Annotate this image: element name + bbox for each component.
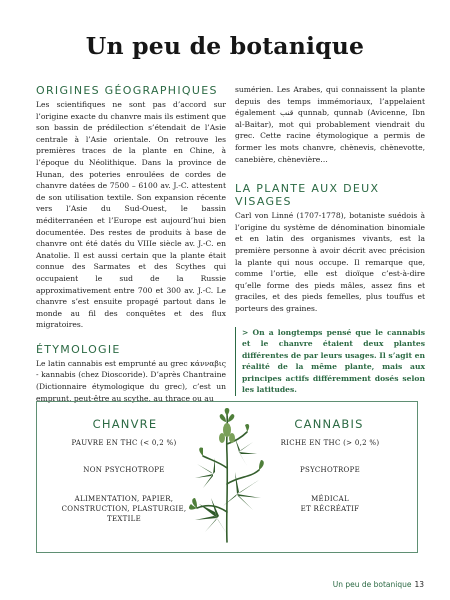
chanvre-prop-usage-2: CONSTRUCTION, PLASTURGIE, TEXTILE (61, 505, 187, 523)
footer-label: Un peu de botanique (332, 580, 412, 589)
comparison-box (36, 401, 418, 553)
paragraph-etymologie: Le latin cannabis est emprunté au grec κάνναβις - kannabis (chez Dioscoride). D’après Chantraine (Dictionnaire étymologique du grec), c’est un emprunt, peut-être au scythe, au thrace ou au (36, 358, 226, 403)
page-number: 13 (414, 580, 424, 589)
cannabis-prop-usage-2: ET RÉCRÉATIF (300, 505, 360, 513)
page-footer (333, 580, 424, 589)
page-title: Un peu de botanique (85, 32, 365, 60)
chanvre-prop-psycho: NON PSYCHOTROPE (83, 466, 165, 474)
chanvre-prop-usage-1: ALIMENTATION, PAPIER, (74, 495, 174, 503)
right-column (235, 84, 425, 396)
paragraph-plante: Carl von Linné (1707-1778), botaniste suédois à l’origine du système de dénomination binomiale et en latin des organismes vivants, est la première personne à avoir décrit avec précision la plante qui nous occupe. Il remarque que, comme l’ortie, elle est dioïque c’est-à-dire qu’elle forme des pieds mâles, assez fins et graciles, et des pieds femelles, plus touffus et porteurs des graines. (235, 211, 425, 313)
cannabis-plant-icon (189, 408, 265, 546)
paragraph-etymologie-suite: sumérien. Les Arabes, qui connaissent la plante depuis des temps immémoriaux, l’appelaient également قنب qunnab, qunnab (Avicenne, Ibn al-Baitar), mot qui probablement viendrait du grec. Cette racine étymologique a permis de former les mots chanvre, chènevis, chènevotte, canebière, chènevière… (235, 85, 425, 164)
chanvre-prop-thc: PAUVRE EN THC (< 0,2 %) (71, 439, 177, 447)
left-column (36, 84, 226, 404)
paragraph-origines: Les scientifiques ne sont pas d’accord sur l’origine exacte du chanvre mais ils estiment que son bassin de prédilection s’étendait de l’Asie centrale à l’Asie orientale. On retrouve les premières traces de la plante en Chine, à l’époque du Néolithique. Dans la province de Hunan, des poteries enroulées de cordes de chanvre datées de 7500 – 6100 av. J.-C. attestent de son utilisation textile. Son expansion récente vers l’Asie du Sud-Ouest, le bassin méditerranéen et l’Europe est aujourd’hui bien documentée. Des restes de produits à base de chanvre ont été datés du VIIIe siècle av. J.-C. en Anatolie. Il est aussi certain que la plante était connue des Sarmates et des Scythes qui occupaient le sud de la Russie approximativement entre 700 et 300 av. J.-C. Le chanvre s’est ensuite propagé partout dans le monde au fil des conquêtes et des flux migratoires. (36, 100, 226, 330)
cannabis-prop-thc: RICHE EN THC (> 0,2 %) (280, 439, 380, 447)
cannabis-prop-usage-1: MÉDICAL (311, 495, 349, 503)
callout-quote: > On a longtemps pensé que le cannabis et le chanvre étaient deux plantes différentes de par leurs usages. Il s’agit en réalité de la même plante, mais aux principes actifs différemment dosés selon les latitudes. (235, 327, 425, 397)
heading-plante: LA PLANTE AUX DEUX VISAGES (235, 182, 380, 209)
cannabis-title: CANNABIS (294, 417, 364, 431)
heading-origines: ORIGINES GÉOGRAPHIQUES (36, 84, 218, 97)
chanvre-title: CHANVRE (92, 417, 158, 431)
heading-etymologie: ÉTYMOLOGIE (36, 342, 121, 356)
cannabis-prop-psycho: PSYCHOTROPE (299, 466, 360, 474)
